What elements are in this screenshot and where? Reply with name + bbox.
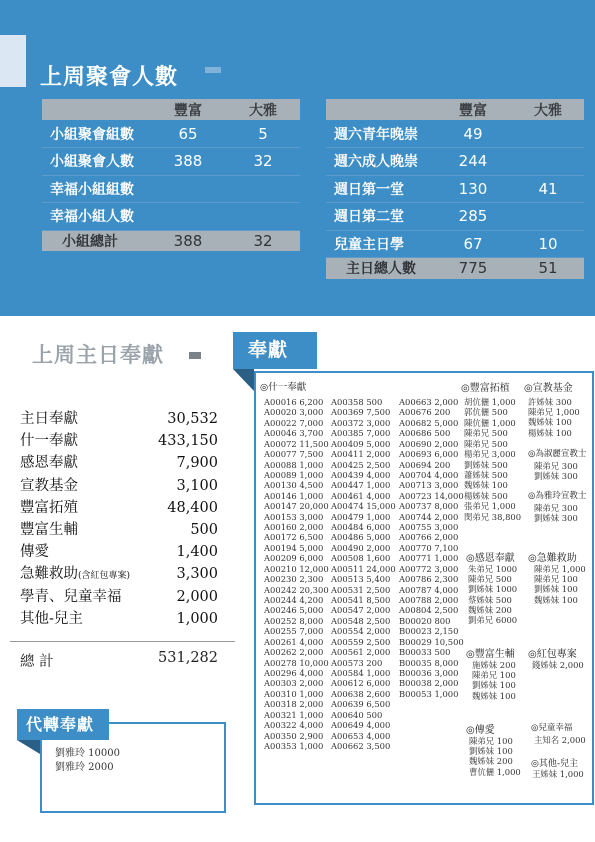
list-item: A00246 5,000 — [264, 605, 324, 616]
list-item: A00252 8,000 — [264, 615, 324, 626]
title-accent-mark — [205, 67, 221, 73]
offering-total — [20, 650, 218, 671]
section-title: ◎為淑麗宣教士 — [528, 449, 587, 459]
offering-amount: 500 — [190, 521, 218, 538]
list-item: A00088 1,000 — [264, 459, 324, 470]
tab-fold — [17, 740, 40, 754]
list-item: 魏姊妹 100 — [472, 690, 516, 701]
list-item: A00653 4,000 — [331, 730, 391, 741]
offering-label: 豐富生輔 — [20, 521, 78, 538]
list-item: 劉姊妹 300 — [534, 471, 578, 482]
list-item: A00640 500 — [331, 709, 383, 720]
list-item: A00262 2,000 — [264, 647, 324, 658]
list-item: A00209 6,000 — [264, 553, 324, 564]
table-row: 週六成人晚崇 244 — [326, 148, 584, 176]
section-list — [528, 397, 580, 438]
list-item: B00023 2,150 — [399, 626, 459, 637]
list-item: 陳弟兄 300 — [534, 461, 578, 471]
list-item: A00766 2,000 — [399, 532, 459, 543]
list-item: A00723 14,000 — [399, 490, 464, 501]
list-item: 劉雅玲 2000 — [55, 762, 114, 773]
header-daya: 大雅 — [226, 99, 300, 120]
list-item: A00531 2,500 — [331, 584, 391, 595]
section-title: ◎其他-兒主 — [531, 759, 579, 769]
list-item: A00089 1,000 — [264, 469, 324, 480]
list-item: A00561 2,000 — [331, 647, 391, 658]
list-item: A00321 1,000 — [264, 709, 324, 720]
tab-fold — [233, 369, 254, 391]
section-list — [472, 660, 516, 701]
list-item: A00358 500 — [331, 397, 383, 407]
header-fengfu: 豐富 — [150, 99, 226, 120]
list-item: 劉姊妹 1000 — [468, 584, 518, 595]
list-item: A00310 1,000 — [264, 688, 324, 699]
section-list — [468, 564, 517, 625]
list-item: 劉姊妹 500 — [464, 459, 508, 470]
tithe-column-1 — [264, 397, 329, 751]
list-item: A00541 8,500 — [331, 595, 391, 606]
list-item: A00261 4,000 — [264, 636, 324, 647]
list-item: 劉弟兄 6000 — [468, 615, 518, 626]
table-row: 週日第二堂 285 — [326, 203, 584, 231]
list-item: A00147 20,000 — [264, 501, 329, 512]
list-item: A00372 3,000 — [331, 417, 391, 428]
offering-amount: 3,300 — [176, 566, 218, 583]
list-item: A00744 2,000 — [399, 511, 459, 522]
list-item: A00486 5,000 — [331, 532, 391, 543]
list-item: A00353 1,000 — [264, 740, 324, 751]
table-row: 週日第一堂 130 41 — [326, 175, 584, 203]
list-item: 楊姊妹 500 — [464, 490, 508, 501]
table-row: 幸福小組人數 — [42, 203, 300, 231]
section-title: ◎感恩奉獻 — [466, 553, 515, 564]
list-item: A00704 4,000 — [399, 469, 459, 480]
total-amount: 531,282 — [158, 650, 218, 666]
offering-list — [20, 408, 218, 630]
list-item: A00350 2,900 — [264, 730, 324, 741]
list-item: A00554 2,000 — [331, 626, 391, 637]
table-row: 幸福小組組數 — [42, 175, 300, 203]
list-item: A00160 2,000 — [264, 522, 324, 533]
list-item: B00036 3,000 — [399, 667, 459, 678]
list-item: A00513 5,400 — [331, 574, 391, 585]
list-item: 陳弟兄 500 — [464, 428, 508, 439]
list-item: A00474 15,000 — [331, 501, 396, 512]
list-item: A00755 3,000 — [399, 522, 459, 533]
header-fengfu: 豐富 — [434, 99, 512, 120]
list-item: 劉姊妹 100 — [469, 746, 513, 757]
list-item: B00020 800 — [399, 615, 451, 626]
list-item: 陳伉儷 1,000 — [464, 417, 516, 428]
list-item: A00508 1,600 — [331, 553, 391, 564]
section-list — [534, 564, 586, 605]
list-item: B00033 500 — [399, 647, 451, 658]
section-title: ◎豐富生輔 — [466, 649, 515, 660]
list-item: A00479 1,000 — [331, 511, 391, 522]
section-list — [469, 736, 521, 777]
list-item: A00020 3,000 — [264, 407, 324, 418]
section-list — [534, 503, 578, 523]
list-item: 曹伉儷 1,000 — [469, 766, 521, 777]
list-item: A00787 4,000 — [399, 584, 459, 595]
list-item: A00686 500 — [399, 428, 451, 439]
section-list — [532, 769, 584, 779]
section-title: ◎宣教基金 — [524, 383, 573, 394]
list-item: A00649 4,000 — [331, 720, 391, 731]
list-item: A00461 4,000 — [331, 490, 391, 501]
section-title: ◎急難救助 — [528, 553, 577, 564]
list-item: A00612 6,000 — [331, 678, 391, 689]
offering-row — [20, 608, 218, 630]
list-item: B00038 2,000 — [399, 678, 459, 689]
list-item: A00573 200 — [331, 657, 383, 668]
offering-label: 傳愛 — [20, 544, 49, 561]
list-item: 陳弟兄 500 — [464, 438, 508, 449]
offering-row — [20, 519, 218, 541]
section-title: ◎豐富拓植 — [461, 383, 510, 394]
offering-row — [20, 430, 218, 452]
list-item: 魏姊妹 100 — [464, 480, 508, 491]
list-item: 陳弟兄 1,000 — [528, 407, 580, 418]
offering-detail-box — [254, 371, 594, 805]
list-item: A00130 4,500 — [264, 480, 324, 491]
table-total-row: 小組總計 388 32 — [42, 230, 300, 251]
section-list — [534, 735, 586, 745]
offering-amount: 48,400 — [167, 499, 218, 516]
table-header-row — [42, 99, 300, 120]
section-title: ◎兒童幸福 — [531, 723, 573, 733]
list-item: A00046 3,700 — [264, 428, 324, 439]
tithe-heading: ◎什一奉獻 — [260, 382, 307, 393]
table-row: 小組聚會人數 388 32 — [42, 148, 300, 176]
list-item: B00029 10,500 — [399, 636, 464, 647]
list-item: A00425 2,500 — [331, 459, 391, 470]
list-item: 陳弟兄 1,000 — [534, 564, 586, 574]
list-item: 閔弟兄 38,800 — [464, 511, 522, 522]
list-item: A00662 3,500 — [331, 740, 391, 751]
list-item: A00788 2,000 — [399, 595, 459, 606]
list-item: A00694 200 — [399, 459, 451, 470]
list-item: A00385 7,000 — [331, 428, 391, 439]
list-item: A00584 1,000 — [331, 667, 391, 678]
total-label: 總 計 — [20, 654, 54, 670]
list-item: 魏姊妹 100 — [528, 417, 572, 428]
offering-label: 其他-兒主 — [20, 610, 83, 627]
offering-amount: 433,150 — [158, 433, 218, 450]
list-item: 魏姊妹 200 — [469, 756, 513, 767]
list-item: 陳弟兄 300 — [534, 503, 578, 513]
offering-row — [20, 497, 218, 519]
tithe-column-3 — [399, 397, 464, 699]
list-item: A00244 4,200 — [264, 595, 324, 606]
offering-label: 什一奉獻 — [20, 433, 78, 450]
attendance-panel — [0, 0, 595, 316]
offering-title: 上周主日奉獻 — [32, 343, 164, 367]
offering-row — [20, 408, 218, 430]
table-row: 兒童主日學 67 10 — [326, 230, 584, 258]
list-item: A00072 11,500 — [264, 438, 329, 449]
sunday-service-table — [326, 99, 584, 279]
list-item: A00804 2,500 — [399, 605, 459, 616]
offering-row — [20, 452, 218, 474]
transfer-title: 代轉奉獻 — [17, 709, 109, 740]
list-item: A00663 2,000 — [399, 397, 459, 407]
list-item: A00484 6,000 — [331, 522, 391, 533]
offering-amount: 30,532 — [167, 411, 218, 427]
offering-label: 學青、兒童幸福 — [20, 588, 122, 605]
list-item: 朱弟兄 1000 — [468, 564, 518, 574]
list-item: 劉雅玲 10000 — [55, 748, 120, 759]
list-item: 郭伉儷 500 — [464, 407, 508, 418]
list-item: A00676 200 — [399, 407, 451, 418]
list-item: A00016 6,200 — [264, 397, 324, 407]
small-group-table — [42, 99, 300, 251]
list-item: 許姊妹 300 — [528, 397, 572, 407]
header-daya: 大雅 — [512, 99, 584, 120]
list-item: A00242 20,300 — [264, 584, 329, 595]
attendance-title: 上周聚會人數 — [40, 65, 179, 90]
list-item: 王姊妹 1,000 — [532, 769, 584, 779]
list-item: A00411 2,000 — [331, 449, 391, 460]
list-item: A00548 2,500 — [331, 615, 391, 626]
list-item: 陳弟兄 100 — [469, 736, 513, 746]
list-item: A00322 4,000 — [264, 720, 324, 731]
list-item: A00490 2,000 — [331, 542, 391, 553]
list-item: 劉姊妹 300 — [534, 513, 578, 524]
list-item: 蔡姊妹 500 — [468, 594, 512, 605]
section-list — [532, 660, 584, 670]
list-item: 陳弟兄 500 — [468, 574, 512, 585]
offering-amount: 1,400 — [176, 544, 218, 561]
section-title: ◎紅包專案 — [528, 649, 577, 660]
list-item: A00210 12,000 — [264, 563, 329, 574]
list-item: A00153 3,000 — [264, 511, 324, 522]
panel-tab-accent — [0, 35, 26, 87]
offering-amount: 1,000 — [176, 610, 218, 627]
list-item: A00547 2,000 — [331, 605, 391, 616]
list-item: 楊姊妹 100 — [528, 427, 572, 438]
list-item: 胡伉儷 1,000 — [464, 397, 516, 407]
list-item: A00278 10,000 — [264, 657, 329, 668]
list-item: 蕭姊妹 500 — [464, 469, 508, 480]
offering-amount: 2,000 — [176, 588, 218, 605]
list-item: A00639 6,500 — [331, 699, 391, 710]
list-item: A00447 1,000 — [331, 480, 391, 491]
list-item: 劉姊妹 100 — [534, 584, 578, 595]
list-item: A00713 3,000 — [399, 480, 459, 491]
table-row: 小組聚會組數 65 5 — [42, 120, 300, 148]
list-item: A00771 1,000 — [399, 553, 459, 564]
list-item: 施姊妹 200 — [472, 660, 516, 670]
list-item: A00737 8,000 — [399, 501, 459, 512]
list-item: A00172 6,500 — [264, 532, 324, 543]
list-item: B00035 8,000 — [399, 657, 459, 668]
tithe-column-2 — [331, 397, 396, 751]
list-item: 陳弟兄 100 — [534, 574, 578, 585]
list-item: B00053 1,000 — [399, 688, 459, 699]
list-item: A00772 3,000 — [399, 563, 459, 574]
list-item: A00077 7,500 — [264, 449, 324, 460]
table-row: 週六青年晚崇 49 — [326, 120, 584, 148]
list-item: A00439 4,000 — [331, 469, 391, 480]
title-accent-mark — [189, 352, 201, 359]
list-item: A00786 2,300 — [399, 574, 459, 585]
list-item: A00511 24,000 — [331, 563, 396, 574]
list-item: 錢姊妹 2,000 — [532, 660, 584, 670]
divider — [10, 641, 235, 642]
offering-row — [20, 475, 218, 497]
offering-row — [20, 586, 218, 608]
tithe-column-4 — [464, 397, 521, 522]
transfer-lines — [55, 747, 120, 775]
list-item: A00369 7,500 — [331, 407, 391, 418]
offering-amount: 3,100 — [176, 477, 218, 494]
list-item: A00693 6,000 — [399, 449, 459, 460]
list-item: A00559 2,500 — [331, 636, 391, 647]
offering-label: 主日奉獻 — [20, 411, 78, 427]
offering-row — [20, 563, 218, 585]
list-item: A00146 1,000 — [264, 490, 324, 501]
section-list — [534, 461, 578, 481]
list-item: 劉姊妹 100 — [472, 680, 516, 691]
list-item: A00638 2,600 — [331, 688, 391, 699]
list-item: 魏姊妹 200 — [468, 604, 512, 615]
list-item: A00230 2,300 — [264, 574, 324, 585]
table-total-row: 主日總人數 775 51 — [326, 258, 584, 279]
list-item: A00682 5,000 — [399, 417, 459, 428]
offering-row — [20, 541, 218, 563]
offering-label: 宣教基金 — [20, 477, 78, 494]
offering-label: 感恩奉獻 — [20, 455, 78, 472]
list-item: 張弟兄 1,000 — [464, 501, 516, 512]
list-item: A00770 7,100 — [399, 542, 459, 553]
list-item: 主知名 2,000 — [534, 735, 586, 745]
list-item: A00303 2,000 — [264, 678, 324, 689]
list-item: A00022 7,000 — [264, 417, 324, 428]
offering-note: (含紅包專案) — [78, 571, 131, 582]
list-item: A00690 2,000 — [399, 438, 459, 449]
section-title: ◎為雅玲宣教士 — [528, 491, 587, 501]
list-item: A00409 5,000 — [331, 438, 391, 449]
list-item: 陳弟兄 100 — [472, 670, 516, 681]
list-item: A00296 4,000 — [264, 667, 324, 678]
list-item: 魏姊妹 100 — [534, 594, 578, 605]
offering-label: 急難救助(含紅包專案) — [20, 566, 131, 583]
list-item: A00318 2,000 — [264, 699, 324, 710]
list-item: A00255 7,000 — [264, 626, 324, 637]
list-item: A00194 5,000 — [264, 542, 324, 553]
offering-label: 豐富拓殖 — [20, 499, 78, 516]
section-title: ◎傳愛 — [466, 725, 495, 736]
detail-title: 奉獻 — [233, 332, 317, 369]
table-header-row — [326, 99, 584, 120]
list-item: 楊弟兄 3,000 — [464, 449, 516, 460]
offering-amount: 7,900 — [176, 455, 218, 472]
